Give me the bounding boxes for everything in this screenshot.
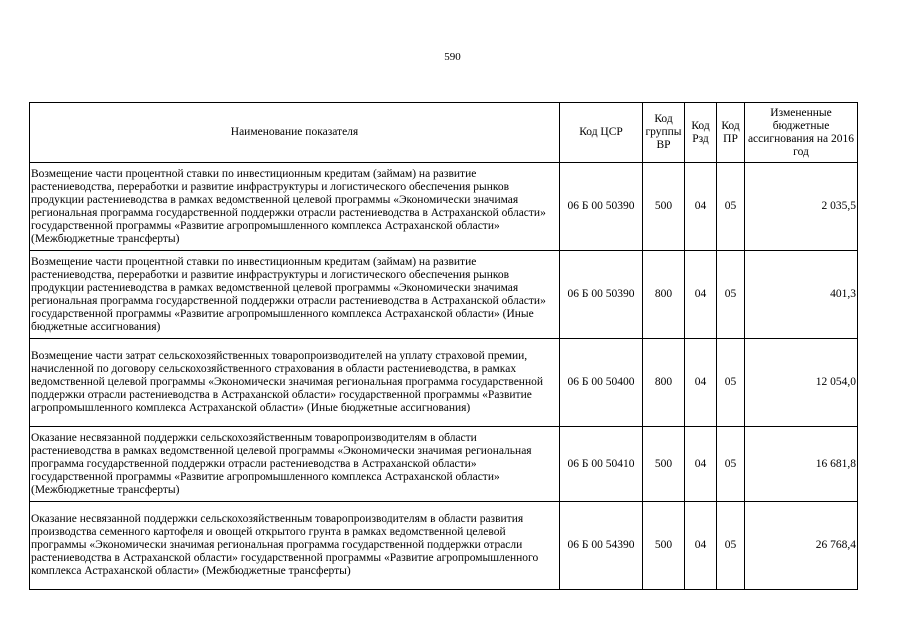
row-sum: 401,3 [745, 251, 858, 339]
row-vr: 800 [643, 339, 685, 427]
row-sum: 2 035,5 [745, 163, 858, 251]
row-pr: 05 [717, 339, 745, 427]
row-csr: 06 Б 00 50390 [560, 251, 643, 339]
row-vr: 500 [643, 163, 685, 251]
row-name: Оказание несвязанной поддержки сельскохозяйственным товаропроизводителям в области развития производства семенного картофеля и овощей открытого грунта в рамках ведомственной целевой программы «Экономически значимая региональная программа государственной поддержки отрасли растениеводства в Астраханской области» государственной программы «Развитие агропромышленного комплекса Астраханской области» (Межбюджетные трансферты) [30, 502, 560, 590]
header-vr: Код группы ВР [643, 103, 685, 163]
row-csr: 06 Б 00 54390 [560, 502, 643, 590]
table-row [30, 339, 858, 427]
table-row [30, 163, 858, 251]
table-row [30, 251, 858, 339]
row-sum: 16 681,8 [745, 427, 858, 502]
budget-table [29, 102, 858, 590]
row-pr: 05 [717, 251, 745, 339]
header-pr: Код ПР [717, 103, 745, 163]
page-number: 590 [444, 51, 461, 63]
row-pr: 05 [717, 502, 745, 590]
header-csr: Код ЦСР [560, 103, 643, 163]
row-csr: 06 Б 00 50400 [560, 339, 643, 427]
row-rzd: 04 [685, 502, 717, 590]
header-rzd: Код Рзд [685, 103, 717, 163]
row-name: Оказание несвязанной поддержки сельскохозяйственным товаропроизводителям в области растениеводства в рамках ведомственной целевой программы «Экономически значимая региональная программа государственной поддержки отрасли растениеводства в Астраханской области» государственной программы «Развитие агропромышленного комплекса Астраханской области» (Межбюджетные трансферты) [30, 427, 560, 502]
table-row [30, 427, 858, 502]
row-pr: 05 [717, 163, 745, 251]
row-rzd: 04 [685, 163, 717, 251]
row-vr: 800 [643, 251, 685, 339]
header-sum: Измененные бюджетные ассигнования на 2016 год [745, 103, 858, 163]
table-header-row [30, 103, 858, 163]
row-pr: 05 [717, 427, 745, 502]
row-vr: 500 [643, 502, 685, 590]
row-rzd: 04 [685, 251, 717, 339]
row-csr: 06 Б 00 50410 [560, 427, 643, 502]
table-row [30, 502, 858, 590]
row-name: Возмещение части затрат сельскохозяйственных товаропроизводителей на уплату страховой премии, начисленной по договору сельскохозяйственного страхования в области растениеводства, в рамках ведомственной целевой программы «Экономически значимая региональная программа государственной поддержки отрасли растениеводства в Астраханской области» государственной программы «Развитие агропромышленного комплекса Астраханской области» (Иные бюджетные ассигнования) [30, 339, 560, 427]
row-vr: 500 [643, 427, 685, 502]
row-rzd: 04 [685, 339, 717, 427]
header-name: Наименование показателя [30, 103, 560, 163]
row-sum: 12 054,0 [745, 339, 858, 427]
row-name: Возмещение части процентной ставки по инвестиционным кредитам (займам) на развитие растениеводства, переработки и развитие инфраструктуры и логистического обеспечения рынков продукции растениеводства в рамках ведомственной целевой программы «Экономически значимая региональная программа государственной поддержки отрасли растениеводства в Астраханской области» государственной программы «Развитие агропромышленного комплекса Астраханской области» (Иные бюджетные ассигнования) [30, 251, 560, 339]
row-rzd: 04 [685, 427, 717, 502]
row-name: Возмещение части процентной ставки по инвестиционным кредитам (займам) на развитие растениеводства, переработки и развитие инфраструктуры и логистического обеспечения рынков продукции растениеводства в рамках ведомственной целевой программы «Экономически значимая региональная программа государственной поддержки отрасли растениеводства в Астраханской области» государственной программы «Развитие агропромышленного комплекса Астраханской области» (Межбюджетные трансферты) [30, 163, 560, 251]
row-csr: 06 Б 00 50390 [560, 163, 643, 251]
row-sum: 26 768,4 [745, 502, 858, 590]
